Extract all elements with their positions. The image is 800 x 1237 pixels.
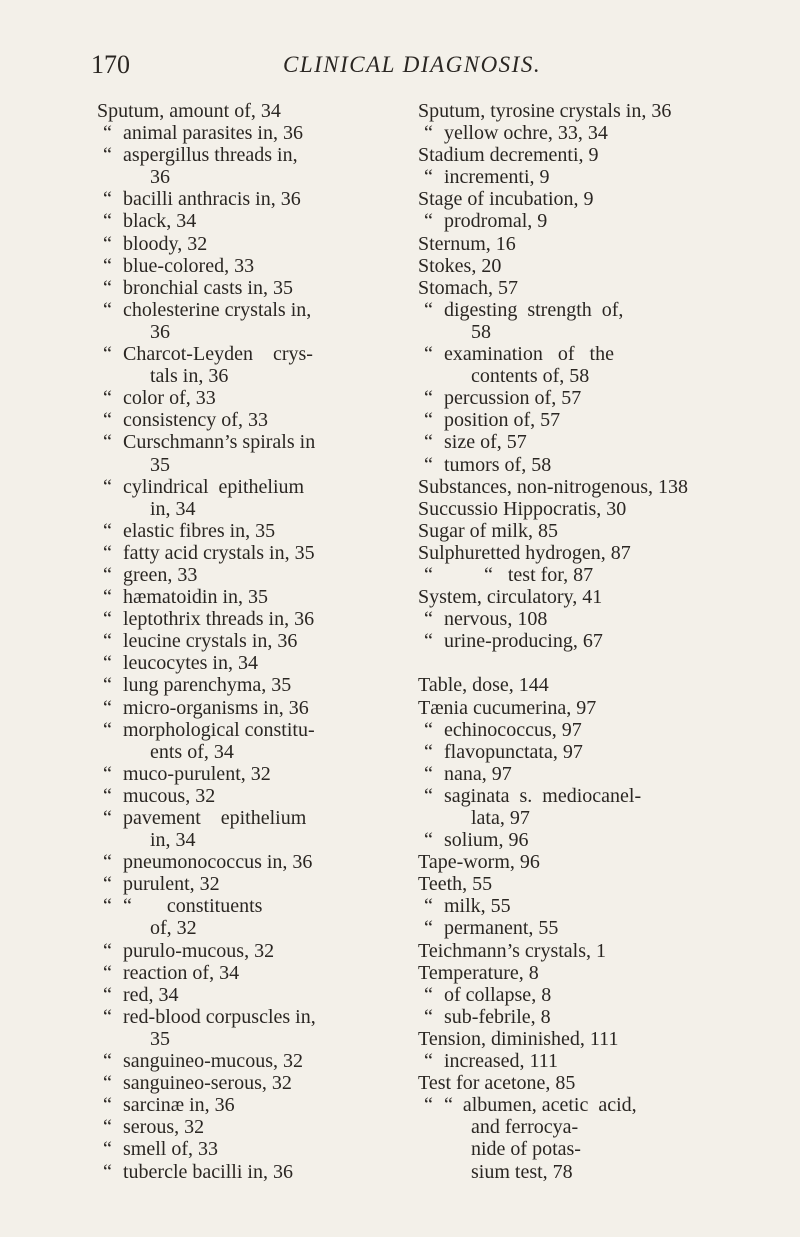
index-entry <box>418 1138 713 1160</box>
ditto-mark: “ <box>424 343 433 366</box>
ditto-mark: “ <box>424 895 433 918</box>
index-entry <box>418 299 713 321</box>
index-entry <box>418 542 713 564</box>
index-entry <box>418 1028 713 1050</box>
index-entry <box>97 144 397 166</box>
entry-text: leptothrix threads in, 36 <box>123 608 315 631</box>
entry-text: aspergillus threads in, <box>123 144 298 167</box>
entry-text: red, 34 <box>123 983 179 1006</box>
ditto-mark: “ <box>103 1160 112 1183</box>
entry-text: Teichmann’s crystals, 1 <box>418 939 606 962</box>
entry-text: reaction of, 34 <box>123 961 240 984</box>
index-entry <box>418 454 713 476</box>
index-entry <box>97 652 397 674</box>
index-entry <box>97 1028 397 1050</box>
index-entry <box>97 962 397 984</box>
ditto-mark: “ <box>424 1050 433 1073</box>
entry-text: of, 32 <box>150 917 197 940</box>
ditto-mark: “ <box>103 475 112 498</box>
entry-text: Stomach, 57 <box>418 276 518 299</box>
index-entry <box>418 940 713 962</box>
index-entry <box>97 476 397 498</box>
entry-text: nervous, 108 <box>444 608 548 631</box>
index-entry <box>418 1006 713 1028</box>
ditto-mark: “ <box>103 409 112 432</box>
index-entry <box>97 233 397 255</box>
entry-text: muco-purulent, 32 <box>123 762 271 785</box>
ditto-mark: “ <box>103 298 112 321</box>
entry-text: echinococcus, 97 <box>444 718 582 741</box>
index-entry <box>418 409 713 431</box>
entry-text: Test for acetone, 85 <box>418 1072 576 1095</box>
ditto-mark: “ <box>424 298 433 321</box>
ditto-mark: “ <box>424 166 433 189</box>
index-entry <box>97 873 397 895</box>
ditto-mark: “ <box>424 983 433 1006</box>
entry-text: elastic fibres in, 35 <box>123 519 276 542</box>
index-entry <box>97 697 397 719</box>
index-entry <box>97 564 397 586</box>
index-entry <box>97 1050 397 1072</box>
entry-text: sub-febrile, 8 <box>444 1005 551 1028</box>
ditto-mark: “ <box>103 144 112 167</box>
index-entry <box>418 431 713 453</box>
entry-text: ents of, 34 <box>150 740 234 763</box>
index-entry <box>418 100 713 122</box>
ditto-mark: “ <box>103 895 112 918</box>
entry-text: tubercle bacilli in, 36 <box>123 1160 293 1183</box>
index-entry <box>97 807 397 829</box>
ditto-mark: “ <box>103 431 112 454</box>
index-entry <box>418 520 713 542</box>
index-entry <box>418 122 713 144</box>
index-entry <box>97 365 397 387</box>
index-entry <box>97 741 397 763</box>
ditto-mark: “ <box>103 1050 112 1073</box>
entry-text: examination of the <box>444 343 614 366</box>
entry-text: 35 <box>150 453 170 476</box>
ditto-mark: “ <box>424 829 433 852</box>
entry-text: micro-organisms in, 36 <box>123 696 309 719</box>
ditto-mark: “ <box>103 586 112 609</box>
ditto-mark: “ <box>103 519 112 542</box>
index-entry <box>97 188 397 210</box>
entry-text: serous, 32 <box>123 1116 205 1139</box>
entry-text: purulent, 32 <box>123 873 220 896</box>
entry-text: Stokes, 20 <box>418 254 502 277</box>
ditto-mark: “ <box>424 387 433 410</box>
entry-text: saginata s. mediocanel- <box>444 784 642 807</box>
entry-text: cholesterine crystals in, <box>123 298 312 321</box>
ditto-mark: “ <box>424 630 433 653</box>
ditto-mark: “ <box>103 961 112 984</box>
index-entry <box>418 962 713 984</box>
entry-text: blue-colored, 33 <box>123 254 255 277</box>
entry-text: Curschmann’s spirals in <box>123 431 316 454</box>
entry-text: tumors of, 58 <box>444 453 552 476</box>
index-entry <box>418 984 713 1006</box>
entry-text: “ test for, 87 <box>444 563 594 586</box>
ditto-mark: “ <box>424 608 433 631</box>
index-entry <box>97 321 397 343</box>
index-entry <box>97 166 397 188</box>
entry-text: lata, 97 <box>471 807 530 829</box>
entry-text: Sulphuretted hydrogen, 87 <box>418 541 631 564</box>
index-entry <box>418 188 713 210</box>
entry-text: “ constituents <box>123 895 263 918</box>
index-entry <box>97 763 397 785</box>
index-entry <box>418 763 713 785</box>
index-entry <box>97 851 397 873</box>
entry-text: bloody, 32 <box>123 232 208 255</box>
index-entry <box>97 1116 397 1138</box>
index-entry <box>97 431 397 453</box>
ditto-mark: “ <box>103 541 112 564</box>
entry-text: System, circulatory, 41 <box>418 586 603 609</box>
index-entry <box>97 785 397 807</box>
index-entry <box>418 1072 713 1094</box>
ditto-mark: “ <box>103 1005 112 1028</box>
entry-text: 58 <box>471 320 491 343</box>
index-entry <box>97 520 397 542</box>
ditto-mark: “ <box>424 409 433 432</box>
entry-text: hæmatoidin in, 35 <box>123 586 268 609</box>
index-entry <box>418 895 713 917</box>
index-entry <box>418 785 713 807</box>
entry-text: of collapse, 8 <box>444 983 552 1006</box>
ditto-mark: “ <box>424 1005 433 1028</box>
index-entry <box>418 630 713 652</box>
index-entry <box>418 674 713 696</box>
index-entry <box>418 255 713 277</box>
ditto-mark: “ <box>103 608 112 631</box>
ditto-mark: “ <box>103 254 112 277</box>
index-entry <box>418 365 713 387</box>
index-entry <box>97 100 397 122</box>
index-entry <box>97 498 397 520</box>
ditto-mark: “ <box>103 983 112 1006</box>
entry-text: animal parasites in, 36 <box>123 122 303 145</box>
entry-text: nide of potas- <box>471 1138 581 1161</box>
index-entry <box>418 851 713 873</box>
entry-text: Sternum, 16 <box>418 232 516 255</box>
ditto-mark: “ <box>424 1094 433 1117</box>
entry-text: Substances, non-nitrogenous, 138 <box>418 475 688 498</box>
index-entry <box>418 1050 713 1072</box>
entry-text: Stadium decrementi, 9 <box>418 144 599 167</box>
entry-text: 35 <box>150 1027 170 1050</box>
entry-text: digesting strength of, <box>444 298 624 321</box>
entry-text: green, 33 <box>123 563 198 586</box>
index-column-left <box>97 100 397 1183</box>
ditto-mark: “ <box>424 563 433 586</box>
ditto-mark: “ <box>103 696 112 719</box>
index-entry <box>418 741 713 763</box>
entry-text: cylindrical epithelium <box>123 475 305 498</box>
index-entry <box>97 210 397 232</box>
entry-text: Stage of incubation, 9 <box>418 188 594 211</box>
ditto-mark: “ <box>103 1116 112 1139</box>
entry-text: color of, 33 <box>123 387 216 410</box>
index-entry <box>97 829 397 851</box>
index-entry <box>97 1072 397 1094</box>
index-entry <box>97 122 397 144</box>
entry-text: Succussio Hippocratis, 30 <box>418 497 627 520</box>
entry-text: mucous, 32 <box>123 784 216 807</box>
index-entry <box>97 409 397 431</box>
index-entry <box>97 917 397 939</box>
entry-text: Sputum, tyrosine crystals in, 36 <box>418 100 672 122</box>
index-entry <box>97 1006 397 1028</box>
index-entry <box>418 277 713 299</box>
ditto-mark: “ <box>103 232 112 255</box>
index-entry <box>418 343 713 365</box>
entry-text: leucine crystals in, 36 <box>123 630 298 653</box>
ditto-mark: “ <box>424 431 433 454</box>
index-entry <box>97 255 397 277</box>
ditto-mark: “ <box>424 210 433 233</box>
index-entry <box>418 608 713 630</box>
entry-text: tals in, 36 <box>150 365 229 388</box>
index-entry <box>97 940 397 962</box>
ditto-mark: “ <box>424 122 433 145</box>
index-entry <box>418 210 713 232</box>
entry-text: pavement epithelium <box>123 807 307 829</box>
ditto-mark: “ <box>424 917 433 940</box>
ditto-mark: “ <box>424 784 433 807</box>
entry-text: permanent, 55 <box>444 917 559 940</box>
index-entry <box>418 917 713 939</box>
entry-text: milk, 55 <box>444 895 511 918</box>
entry-text: prodromal, 9 <box>444 210 548 233</box>
ditto-mark: “ <box>103 387 112 410</box>
entry-text: “ albumen, acetic acid, <box>444 1094 637 1117</box>
entry-text: Teeth, 55 <box>418 873 493 896</box>
entry-text: consistency of, 33 <box>123 409 268 432</box>
ditto-mark: “ <box>103 1094 112 1117</box>
ditto-mark: “ <box>424 762 433 785</box>
page-number: 170 <box>91 50 130 79</box>
entry-text: in, 34 <box>150 829 196 852</box>
index-entry <box>97 984 397 1006</box>
entry-text: sanguineo-serous, 32 <box>123 1072 292 1095</box>
entry-text: leucocytes in, 34 <box>123 652 258 675</box>
index-entry <box>418 564 713 586</box>
page-header <box>0 50 800 90</box>
index-entry <box>97 1094 397 1116</box>
ditto-mark: “ <box>103 807 112 829</box>
entry-text: contents of, 58 <box>471 365 590 388</box>
index-entry <box>418 1094 713 1116</box>
ditto-mark: “ <box>103 674 112 697</box>
ditto-mark: “ <box>103 630 112 653</box>
ditto-mark: “ <box>103 563 112 586</box>
index-entry <box>97 586 397 608</box>
index-entry <box>97 299 397 321</box>
entry-text: Tension, diminished, 111 <box>418 1027 619 1050</box>
index-entry <box>418 873 713 895</box>
entry-text: increased, 111 <box>444 1050 559 1073</box>
index-column-right <box>418 100 713 1183</box>
entry-text: sarcinæ in, 36 <box>123 1094 235 1117</box>
entry-text: smell of, 33 <box>123 1138 218 1161</box>
index-entry <box>418 829 713 851</box>
index-entry <box>97 277 397 299</box>
entry-text: Temperature, 8 <box>418 961 539 984</box>
ditto-mark: “ <box>103 652 112 675</box>
index-entry <box>418 233 713 255</box>
index-entry <box>418 476 713 498</box>
entry-text: size of, 57 <box>444 431 527 454</box>
index-entry <box>97 674 397 696</box>
ditto-mark: “ <box>103 122 112 145</box>
entry-text: yellow ochre, 33, 34 <box>444 122 608 145</box>
index-entry <box>97 1161 397 1183</box>
index-entry <box>97 608 397 630</box>
ditto-mark: “ <box>103 210 112 233</box>
entry-text: Charcot-Leyden crys- <box>123 343 313 366</box>
entry-text: pneumonococcus in, 36 <box>123 851 313 874</box>
entry-text: incrementi, 9 <box>444 166 550 189</box>
entry-text: morphological constitu- <box>123 718 315 741</box>
index-entry <box>418 144 713 166</box>
entry-text: in, 34 <box>150 497 196 520</box>
index-entry <box>418 166 713 188</box>
ditto-mark: “ <box>424 453 433 476</box>
index-entry <box>418 1116 713 1138</box>
entry-text: Sputum, amount of, 34 <box>97 100 281 122</box>
entry-text: nana, 97 <box>444 762 512 785</box>
index-entry <box>418 807 713 829</box>
entry-text: purulo-mucous, 32 <box>123 939 275 962</box>
entry-text: urine-producing, 67 <box>444 630 603 653</box>
entry-text: Tape-worm, 96 <box>418 851 540 874</box>
entry-text: flavopunctata, 97 <box>444 740 583 763</box>
index-entry <box>418 321 713 343</box>
entry-text: Tænia cucumerina, 97 <box>418 696 597 719</box>
index-entry <box>418 387 713 409</box>
entry-text: sium test, 78 <box>471 1160 573 1183</box>
index-entry <box>97 719 397 741</box>
entry-text: Sugar of milk, 85 <box>418 519 558 542</box>
entry-text: red-blood corpuscles in, <box>123 1005 316 1028</box>
index-entry <box>418 586 713 608</box>
entry-text: and ferrocya- <box>471 1116 579 1139</box>
index-entry <box>97 454 397 476</box>
running-head: CLINICAL DIAGNOSIS. <box>283 52 542 77</box>
ditto-mark: “ <box>424 740 433 763</box>
entry-text: 36 <box>150 320 170 343</box>
entry-text: bronchial casts in, 35 <box>123 276 293 299</box>
entry-text: black, 34 <box>123 210 197 233</box>
index-entry <box>418 498 713 520</box>
entry-text: position of, 57 <box>444 409 561 432</box>
ditto-mark: “ <box>103 762 112 785</box>
index-entry <box>97 343 397 365</box>
entry-text: solium, 96 <box>444 829 529 852</box>
index-entry <box>418 719 713 741</box>
index-entry <box>418 652 713 674</box>
ditto-mark: “ <box>103 851 112 874</box>
ditto-mark: “ <box>103 1072 112 1095</box>
entry-text: Table, dose, 144 <box>418 674 549 697</box>
index-entry <box>97 542 397 564</box>
ditto-mark: “ <box>103 873 112 896</box>
ditto-mark: “ <box>103 1138 112 1161</box>
entry-text: lung parenchyma, 35 <box>123 674 292 697</box>
entry-text: fatty acid crystals in, 35 <box>123 541 315 564</box>
index-entry <box>418 697 713 719</box>
index-entry <box>97 387 397 409</box>
ditto-mark: “ <box>103 188 112 211</box>
entry-text: percussion of, 57 <box>444 387 582 410</box>
index-entry <box>97 895 397 917</box>
index-entry <box>418 1161 713 1183</box>
index-entry <box>97 1138 397 1160</box>
ditto-mark: “ <box>103 939 112 962</box>
ditto-mark: “ <box>103 718 112 741</box>
ditto-mark: “ <box>103 343 112 366</box>
ditto-mark: “ <box>424 718 433 741</box>
ditto-mark: “ <box>103 784 112 807</box>
ditto-mark: “ <box>103 276 112 299</box>
entry-text: 36 <box>150 166 170 189</box>
entry-text: bacilli anthracis in, 36 <box>123 188 301 211</box>
index-entry <box>97 630 397 652</box>
entry-text: sanguineo-mucous, 32 <box>123 1050 303 1073</box>
